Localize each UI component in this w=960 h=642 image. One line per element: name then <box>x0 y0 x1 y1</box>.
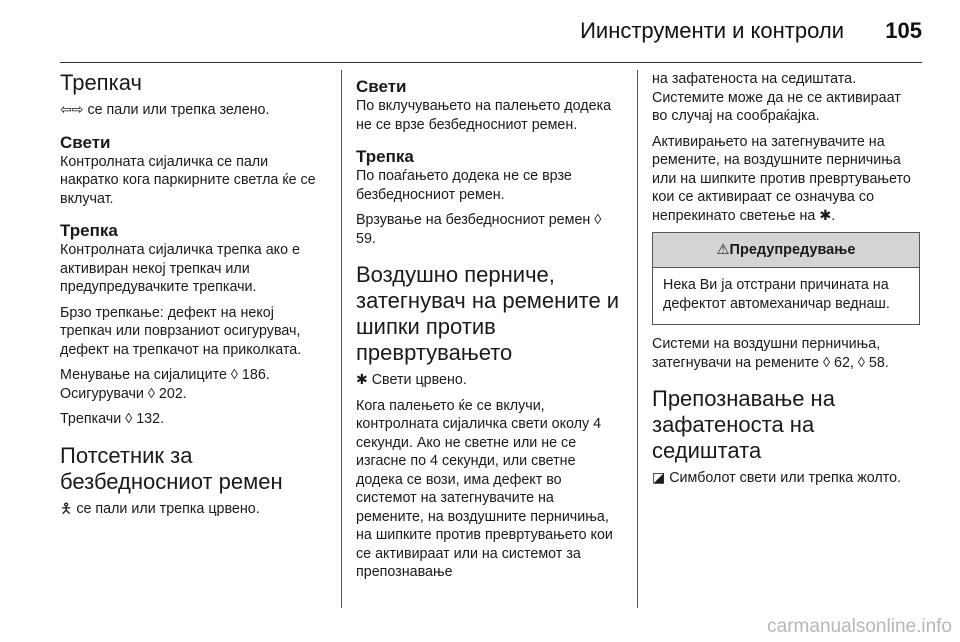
systems-ref: Системи на воздушни перничиња, затегнувачи на ремените ◊ 62, ◊ 58. <box>652 336 889 371</box>
occupancy-desc: Симболот свети или трепка жолто. <box>669 470 902 486</box>
section-title-airbag: Воздушно перниче, затегнувач на ремените и шипки против превртувањето <box>356 262 620 365</box>
column-divider-2 <box>637 70 638 608</box>
signal-ref <box>60 410 328 429</box>
occupancy-text <box>652 468 920 488</box>
header-title: Иинструменти и контроли <box>580 18 844 43</box>
warning-body <box>653 268 919 324</box>
section-title-turn-signal: Трепкач <box>60 70 142 95</box>
watermark: carmanualsonline.info <box>767 616 952 637</box>
section-title-seatbelt-reminder: Потсетник за безбедносниот ремен <box>60 442 283 494</box>
airbag-lit <box>356 370 624 390</box>
seatbelt-text <box>60 499 328 519</box>
subheading-flashing-2: Трепка <box>356 147 414 166</box>
airbag-text: Кога палењето ќе се вклучи, контролната сијаличка свети околу 4 секунди. Ако не светне или не се изгасне по 4 секунди, или светне додека се вози, има дефект во системот на затегнувачите на ремените, на воздушните перничиња, на шипките против превртувањето кои се активираат или на системот за препознавање <box>356 397 613 580</box>
turn-signal-desc: се пали или трепка зелено. <box>87 102 270 118</box>
column-divider-1 <box>341 70 342 608</box>
fasten-ref: Врзување на безбедносниот ремен ◊ 59. <box>356 212 602 247</box>
warning-text: Нека Ви ја отстрани причината на дефектот автомеханичар веднаш. <box>663 277 890 312</box>
turn-signal-text <box>60 100 328 120</box>
subheading-lit-2: Свети <box>356 77 407 96</box>
lit-text: Контролната сијаличка се пали накратко кога паркирните светла ќе се вклучат. <box>60 153 316 207</box>
fuse-ref-text: Осигурувачи ◊ 202. <box>60 385 187 402</box>
bulb-ref-text: Менување на сијалиците ◊ 186. <box>60 367 270 383</box>
warning-header: ⚠Предупредување <box>653 233 919 268</box>
page-number: 105 <box>885 18 922 43</box>
flashing-text-2: По поаѓањето додека не се врзе безбедносниот ремен. <box>356 168 572 203</box>
section-title-seat-occupancy: Препознавање на зафатеноста на седиштата <box>652 386 835 463</box>
airbag-lit-desc: Свети црвено. <box>371 372 467 388</box>
seatbelt-icon: 🯅 <box>60 499 73 516</box>
lit-text-2: По вклучувањето на палењето додека не се врзе безбедносниот ремен. <box>356 98 612 133</box>
occupancy-continued-text: на зафатеноста на седиштата. Системите може да не се активираат во случај на сообраќајка. <box>652 71 901 124</box>
seatbelt-desc: се пали или трепка црвено. <box>76 500 260 517</box>
column-2 <box>356 70 624 589</box>
activation-text: Активирањето на затегнувачите на ремените, на воздушните перничиња или на шипките против превртувањето кои се активираат се означува со непрекинато светење на ✱. <box>652 133 911 224</box>
column-1 <box>60 70 328 525</box>
warning-box <box>652 232 920 325</box>
column-3 <box>652 70 920 495</box>
airbag-icon: ✱ <box>356 371 368 387</box>
bulb-ref <box>60 366 328 385</box>
fuse-ref <box>60 385 328 404</box>
subheading-lit: Свети <box>60 132 111 152</box>
seat-occupancy-icon: ◪ <box>652 469 666 485</box>
subheading-flashing: Трепка <box>60 221 118 240</box>
fast-flashing-text: Брзо трепкање: дефект на некој трепкач или поврзаниот осигурувач, дефект на трепкачот на приколката. <box>60 304 302 358</box>
signal-ref-text: Трепкачи ◊ 132. <box>60 411 165 427</box>
flashing-text: Контролната сијаличка трепка ако е активиран некој трепкач или предупредувачките трепкачи. <box>60 242 300 295</box>
turn-signal-icon: ⇦⇨ <box>60 101 84 117</box>
page-header <box>60 0 922 63</box>
